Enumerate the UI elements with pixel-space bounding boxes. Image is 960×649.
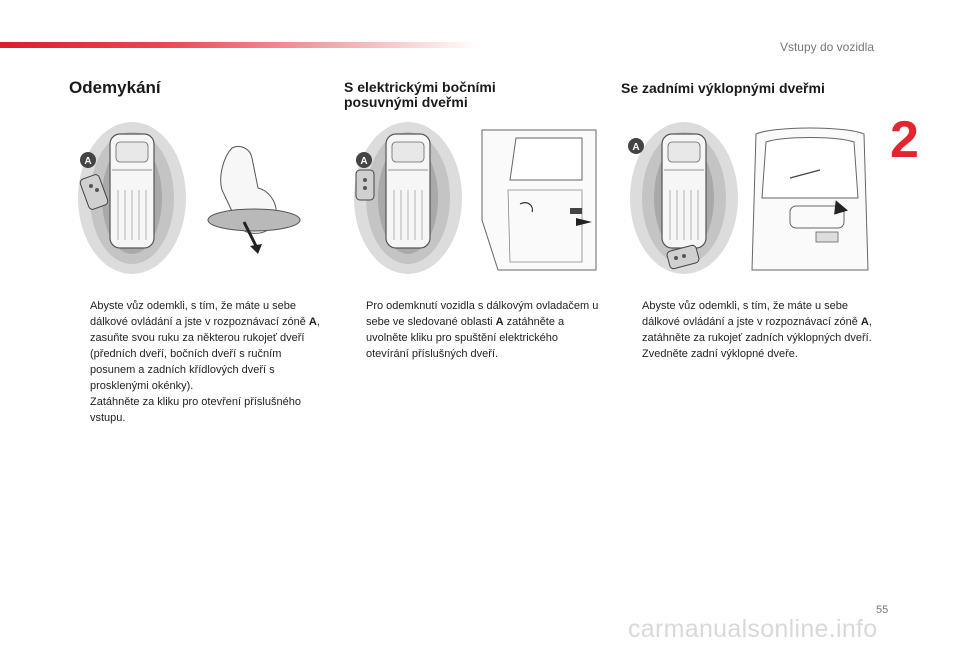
illustration-tailgate <box>624 120 874 280</box>
svg-text:A: A <box>632 142 640 153</box>
svg-text:A: A <box>84 156 92 167</box>
tailgate-drawing <box>752 128 868 270</box>
hand-on-handle-drawing <box>208 146 300 254</box>
list-item: Abyste vůz odemkli, s tím, že máte u sebe dálkové ovládání a jste v rozpoznávací zóně A, zatáhněte za rukojeť zadních výklopných dveří. <box>642 300 872 344</box>
header-accent-bar <box>0 42 480 48</box>
heading-sliding-doors: S elektrickými bočními posuvnými dveřmi <box>344 79 496 110</box>
list-item: Abyste vůz odemkli, s tím, že máte u sebe dálkové ovládání a jste v rozpoznávací zóně A, zasuňte svou ruku za některou rukojeť dveří (předních dveří, bočních dveří s ručním posunem a zadních křídlových dveří s prosklenými okénky). <box>90 300 320 392</box>
section-title: Vstupy do vozidla <box>779 40 874 54</box>
column-tailgate-text <box>621 298 876 362</box>
watermark: carmanualsonline.info <box>628 615 878 643</box>
list-item: Zatáhněte za kliku pro otevření příslušného vstupu. <box>90 396 301 424</box>
heading-tailgate: Se zadními výklopnými dveřmi <box>621 80 825 96</box>
list-item: Pro odemknutí vozidla s dálkovým ovladačem u sebe ve sledované oblasti A zatáhněte a uvolněte kliku pro spuštění elektrického otevírání příslušných dveří. <box>366 300 599 360</box>
remote-key-icon <box>356 170 374 200</box>
svg-text:A: A <box>360 156 368 167</box>
heading-unlocking: Odemykání <box>69 78 161 97</box>
page-number: 55 <box>876 604 889 616</box>
column-sliding-door-text <box>345 298 600 362</box>
column-unlocking-text <box>69 298 324 426</box>
sliding-door-drawing <box>482 130 596 270</box>
zone-marker-a <box>356 152 372 168</box>
chapter-number: 2 <box>890 111 919 169</box>
zone-marker-a <box>628 138 644 154</box>
list-item: Zvedněte zadní výklopné dveře. <box>642 348 798 360</box>
illustration-unlocking <box>72 120 322 280</box>
illustration-sliding-door <box>348 120 598 280</box>
zone-marker-a <box>80 152 96 168</box>
